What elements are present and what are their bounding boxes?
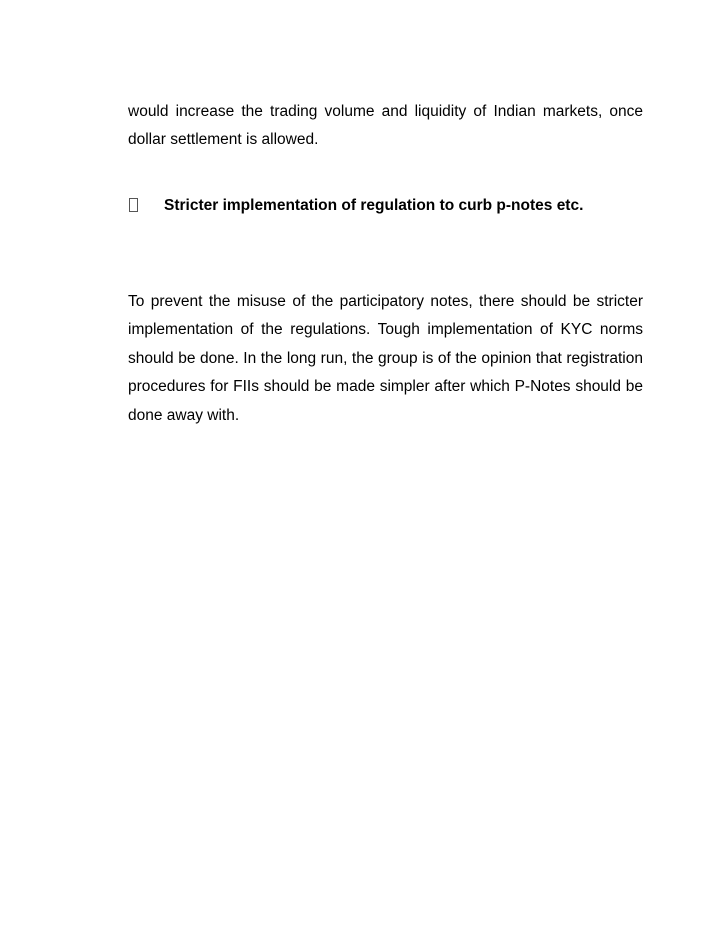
bullet-item (128, 192, 643, 220)
paragraph-continuation: would increase the trading volume and liquidity of Indian markets, once dollar settlement is allowed. (128, 102, 643, 148)
paragraph-body: To prevent the misuse of the participatory notes, there should be stricter implementation of the regulations. Tough implementation of KYC norms should be done. In the long run, the group is of the opinion that registration procedures for FIIs should be made simpler after which P-Notes should be done away with. (128, 292, 643, 424)
bullet-heading: Stricter implementation of regulation to curb p-notes etc. (164, 197, 584, 214)
missing-glyph-box-icon (129, 198, 138, 212)
